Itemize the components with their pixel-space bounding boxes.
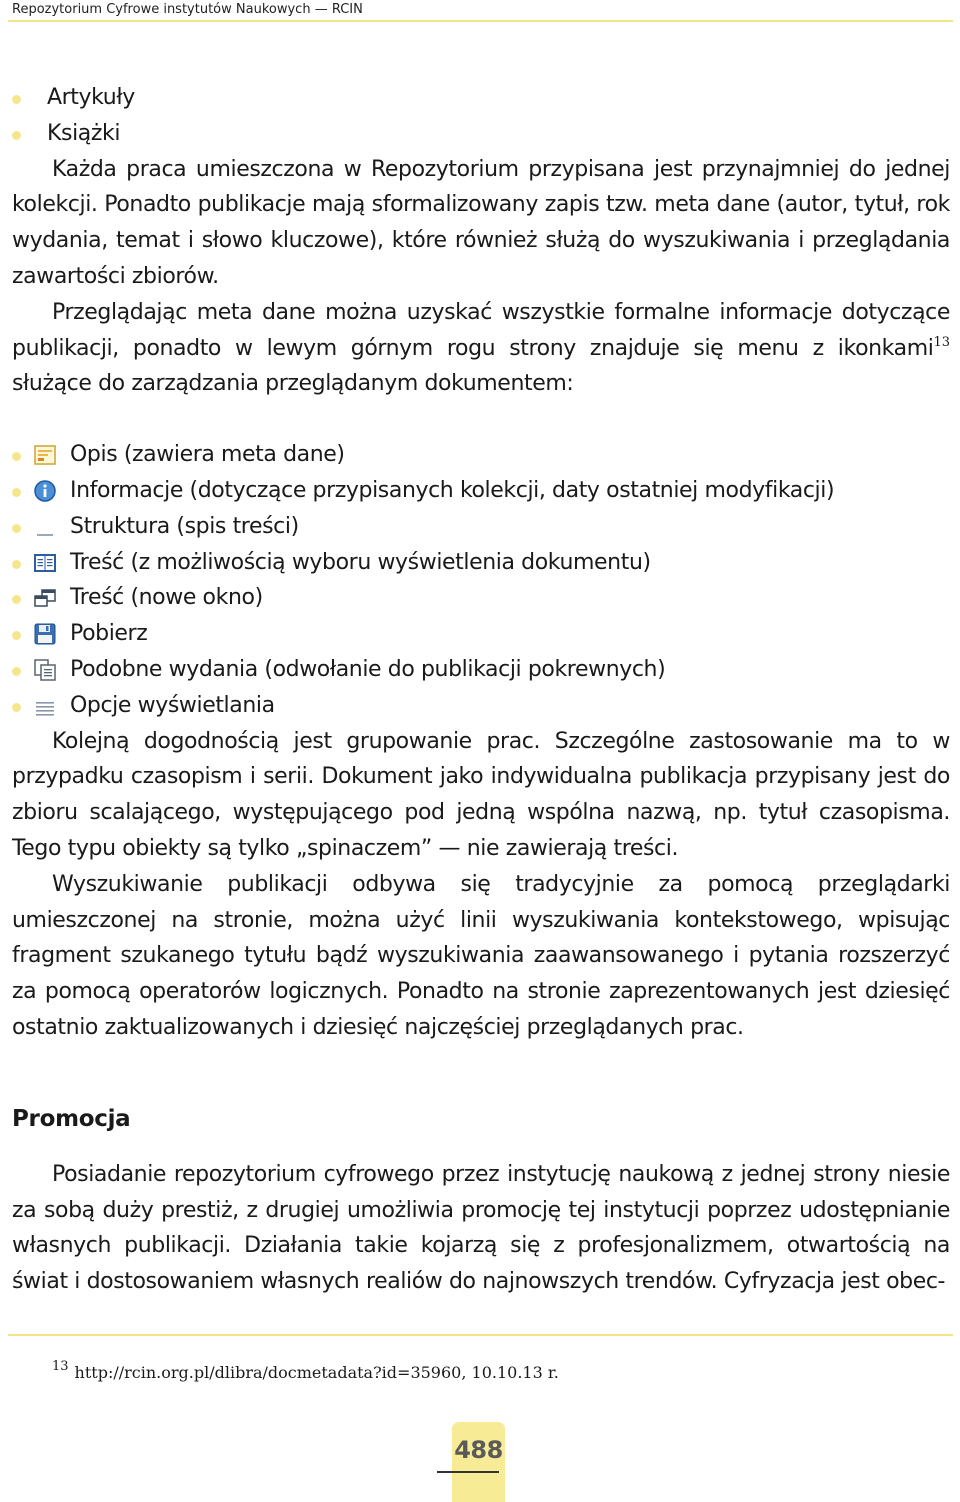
bullet-dot [12, 595, 21, 604]
footnote-link[interactable]: http://rcin.org.pl/dlibra/docmetadata?id=35960, 10.10.13 r. [74, 1363, 559, 1382]
display-options-icon [33, 694, 57, 718]
bullet-dot [12, 131, 21, 140]
bullet-dot [12, 560, 21, 569]
page-number-rule [437, 1471, 499, 1473]
metadata-document-icon [33, 443, 57, 467]
page-number: 488 [454, 1436, 503, 1464]
bullet-dot [12, 703, 21, 712]
bullet-dot [12, 95, 21, 104]
floppy-disk-icon [33, 622, 57, 646]
paragraph-promotion: Posiadanie repozytorium cyfrowego przez instytucję naukową z jednej strony niesie za sobą duży prestiż, z drugiej umożliwia promocję tej instytucji poprzez udostępnianie własnych publikacji. Działania takie kojarzą się z profesjonalizmem, otwartością na świat i dostosowaniem własnych realiów do najnowszych trendów. Cyfryzacja jest obec- [12, 1161, 950, 1295]
header-rule [8, 20, 953, 22]
open-book-icon [33, 551, 57, 575]
paragraph-metadata: Przeglądając meta dane można uzyskać wszystkie formalne informacje dotyczące publikacji, ponadto w lewym górnym rogu strony znajduje się menu z ikonkami$^{13}$ służące do zarządzania przeglądanym dokumentem: [12, 299, 950, 397]
document-menu-list [12, 437, 950, 723]
list-item: Podobne wydania (odwołanie do publikacji pokrewnych) [12, 652, 950, 688]
list-item: Pobierz [12, 616, 950, 652]
list-item: Artykuły [12, 80, 950, 116]
footnote-rule [8, 1334, 953, 1336]
copies-icon [33, 658, 57, 682]
paragraph-search: Wyszukiwanie publikacji odbywa się tradycyjnie za pomocą przeglądarki umieszczonej na stronie, można użyć linii wyszukiwania kontekstowego, wpisując fragment szukanego tytułu bądź wyszukiwania zaawansowanego i pytania rozszerzyć za pomocą operatorów logicznych. Ponadto na stronie zaprezentowanych jest dziesięć ostatnio zaktualizowanych i dziesięć najczęściej przeglądanych prac. [12, 871, 950, 1040]
footnote-number: 13 [52, 1359, 69, 1374]
bullet-dot [12, 524, 21, 533]
bullet-dot [12, 452, 21, 461]
new-window-icon [33, 586, 57, 610]
page-body [12, 80, 950, 1300]
list-item: Książki [12, 116, 950, 152]
info-icon [33, 479, 57, 503]
list-item: Treść (nowe okno) [12, 580, 950, 616]
collection-type-list [12, 80, 950, 152]
footnote-reference[interactable]: 13 [933, 334, 950, 350]
bullet-dot [12, 631, 21, 640]
list-item: Treść (z możliwością wyboru wyświetlenia dokumentu) [12, 545, 950, 581]
list-item: Struktura (spis treści) [12, 509, 950, 545]
section-heading: Promocja [12, 1105, 131, 1132]
paragraph-collections: Każda praca umieszczona w Repozytorium przypisana jest przynajmniej do jednej kolekcji. Ponadto publikacje mają sformalizowany zapis tzw. meta dane (autor, tytuł, rok wydania, temat i słowo kluczowe), które również służą do wyszukiwania i przeglądania zawartości zbiorów. [12, 156, 950, 289]
structure-icon [33, 515, 57, 539]
footnote [52, 1352, 559, 1388]
paragraph-grouping: Kolejną dogodnością jest grupowanie prac. Szczególne zastosowanie ma to w przypadku czasopism i serii. Dokument jako indywidualna publikacja przypisany jest do zbioru scalającego, występującego pod jedną wspólna nazwą, np. tytuł czasopisma. Tego typu obiekty są tylko „spinaczem” — nie zawierają treści. [12, 728, 950, 861]
running-header: Repozytorium Cyfrowe instytutów Naukowych — RCIN [12, 2, 363, 17]
bullet-dot [12, 667, 21, 676]
list-item: Opis (zawiera meta dane) [12, 437, 950, 473]
list-item: Informacje (dotyczące przypisanych kolekcji, daty ostatniej modyfikacji) [12, 473, 950, 509]
bullet-dot [12, 488, 21, 497]
list-item: Opcje wyświetlania [12, 688, 950, 724]
